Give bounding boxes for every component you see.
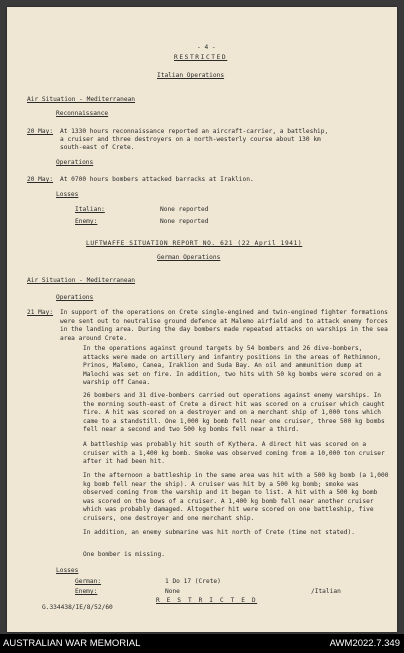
italian-losses-label-2: Enemy: (75, 218, 98, 225)
archive-name: AUSTRALIAN WAR MEMORIAL (3, 638, 141, 649)
german-ops-date: 21 May: (27, 309, 54, 316)
german-ops-paragraph-3: 26 bombers and 31 dive-bombers carried out operations against enemy warships. In the morning south-east of Crete a direct hit was scored on a cruiser which caught fire. A hit was scored on a destroyer and on a merchant ship of 1,000 tons which came to a standstill. One 1,000 kg bomb fell near one cruiser, three 500 kg bombs fell near a second and two 500 kg bombs fell near a third. (83, 392, 385, 434)
italian-operations-heading: Italian Operations (157, 72, 225, 79)
italian-air-situation-heading: Air Situation - Mediterranean (27, 96, 136, 103)
italian-operations-subheading: Operations (56, 159, 94, 166)
page-number: - 4 - (197, 44, 216, 51)
recon-text-line-2: a cruiser and three destroyers on a north-westerly course about 130 km (60, 136, 321, 143)
german-operations-heading: German Operations (157, 254, 221, 261)
german-operations-subheading: Operations (56, 294, 94, 301)
italian-ops-date: 20 May: (27, 176, 54, 183)
recon-text-line-1: At 1330 hours reconnaissance reported an aircraft-carrier, a battleship, (60, 128, 329, 135)
reconnaissance-heading: Reconnaissance (56, 110, 109, 117)
archive-footer-bar (0, 634, 404, 653)
header-classification: RESTRICTED (174, 54, 228, 61)
italian-losses-value-1: None reported (160, 206, 209, 213)
german-ops-paragraph-6: In addition, an enemy submarine was hit north of Crete (time not stated). (83, 529, 355, 536)
italian-ops-text: At 0700 hours bombers attacked barracks at Iraklion. (60, 176, 254, 183)
document-page (7, 7, 397, 632)
german-air-situation-heading: Air Situation - Mediterranean (27, 277, 136, 284)
german-ops-paragraph-4: A battleship was probably hit south of Kythera. A direct hit was scored on a cruiser with a 1,400 kg bomb. Smoke was observed coming from a 10,000 ton cruiser after it had been hit. (83, 441, 385, 466)
italian-losses-heading: Losses (56, 191, 79, 198)
recon-date: 20 May: (27, 128, 54, 135)
german-losses-value-2: None (165, 588, 180, 595)
report-title: LUFTWAFFE SITUATION REPORT NO. 621 (22 April 1941) (86, 240, 303, 247)
german-ops-paragraph-2: In the operations against ground targets by 54 bombers and 26 dive-bombers, attacks were made on artillery and infantry positions in the areas of Rethimnon, Prinos, Malemo, Canea, Iraklion and Suda Bay. An oil and ammunition dump at Malochi was set on fire. In addition, two hits with 50 kg bombs were scored on a warship off Canea. (83, 345, 382, 387)
reference-code: G.334438/IE/8/52/60 (42, 604, 113, 611)
german-losses-value-1: 1 Do 17 (Crete) (165, 578, 221, 585)
german-ops-paragraph-1: In support of the operations on Crete single-engined and twin-engined fighter formations were sent out to neutralise ground defence at Malemo airfield and to attack enemy forces in the landing area. During the day bombers made repeated attacks on warships in the sea area around Crete. (60, 309, 388, 342)
german-ops-paragraph-5: In the afternoon a battleship in the same area was hit with a 500 kg bomb (a 1,000 kg bomb fell near the ship). A cruiser was hit by a 500 kg bomb; smoke was observed coming from the warship and it began to list. A hit with a 500 kg bomb was scored on the bows of a cruiser. A 1,400 kg bomb fell near another cruiser which was probably damaged. Altogether hit were scored on one battleship, five cruisers, one destroyer and one merchant ship. (83, 472, 389, 522)
italian-losses-label-1: Italian: (75, 206, 105, 213)
footer-classification: R E S T R I C T E D (156, 597, 258, 604)
recon-text-line-3: south-east of Crete. (60, 144, 135, 151)
losses-continuation-note: /Italian (311, 588, 341, 595)
german-losses-label-2: Enemy: (75, 588, 98, 595)
german-ops-paragraph-7: One bomber is missing. (83, 551, 165, 558)
archive-reference: AWM2022.7.349 (329, 638, 400, 649)
italian-losses-value-2: None reported (160, 218, 209, 225)
german-losses-label-1: German: (75, 578, 102, 585)
german-losses-heading: Losses (56, 567, 79, 574)
